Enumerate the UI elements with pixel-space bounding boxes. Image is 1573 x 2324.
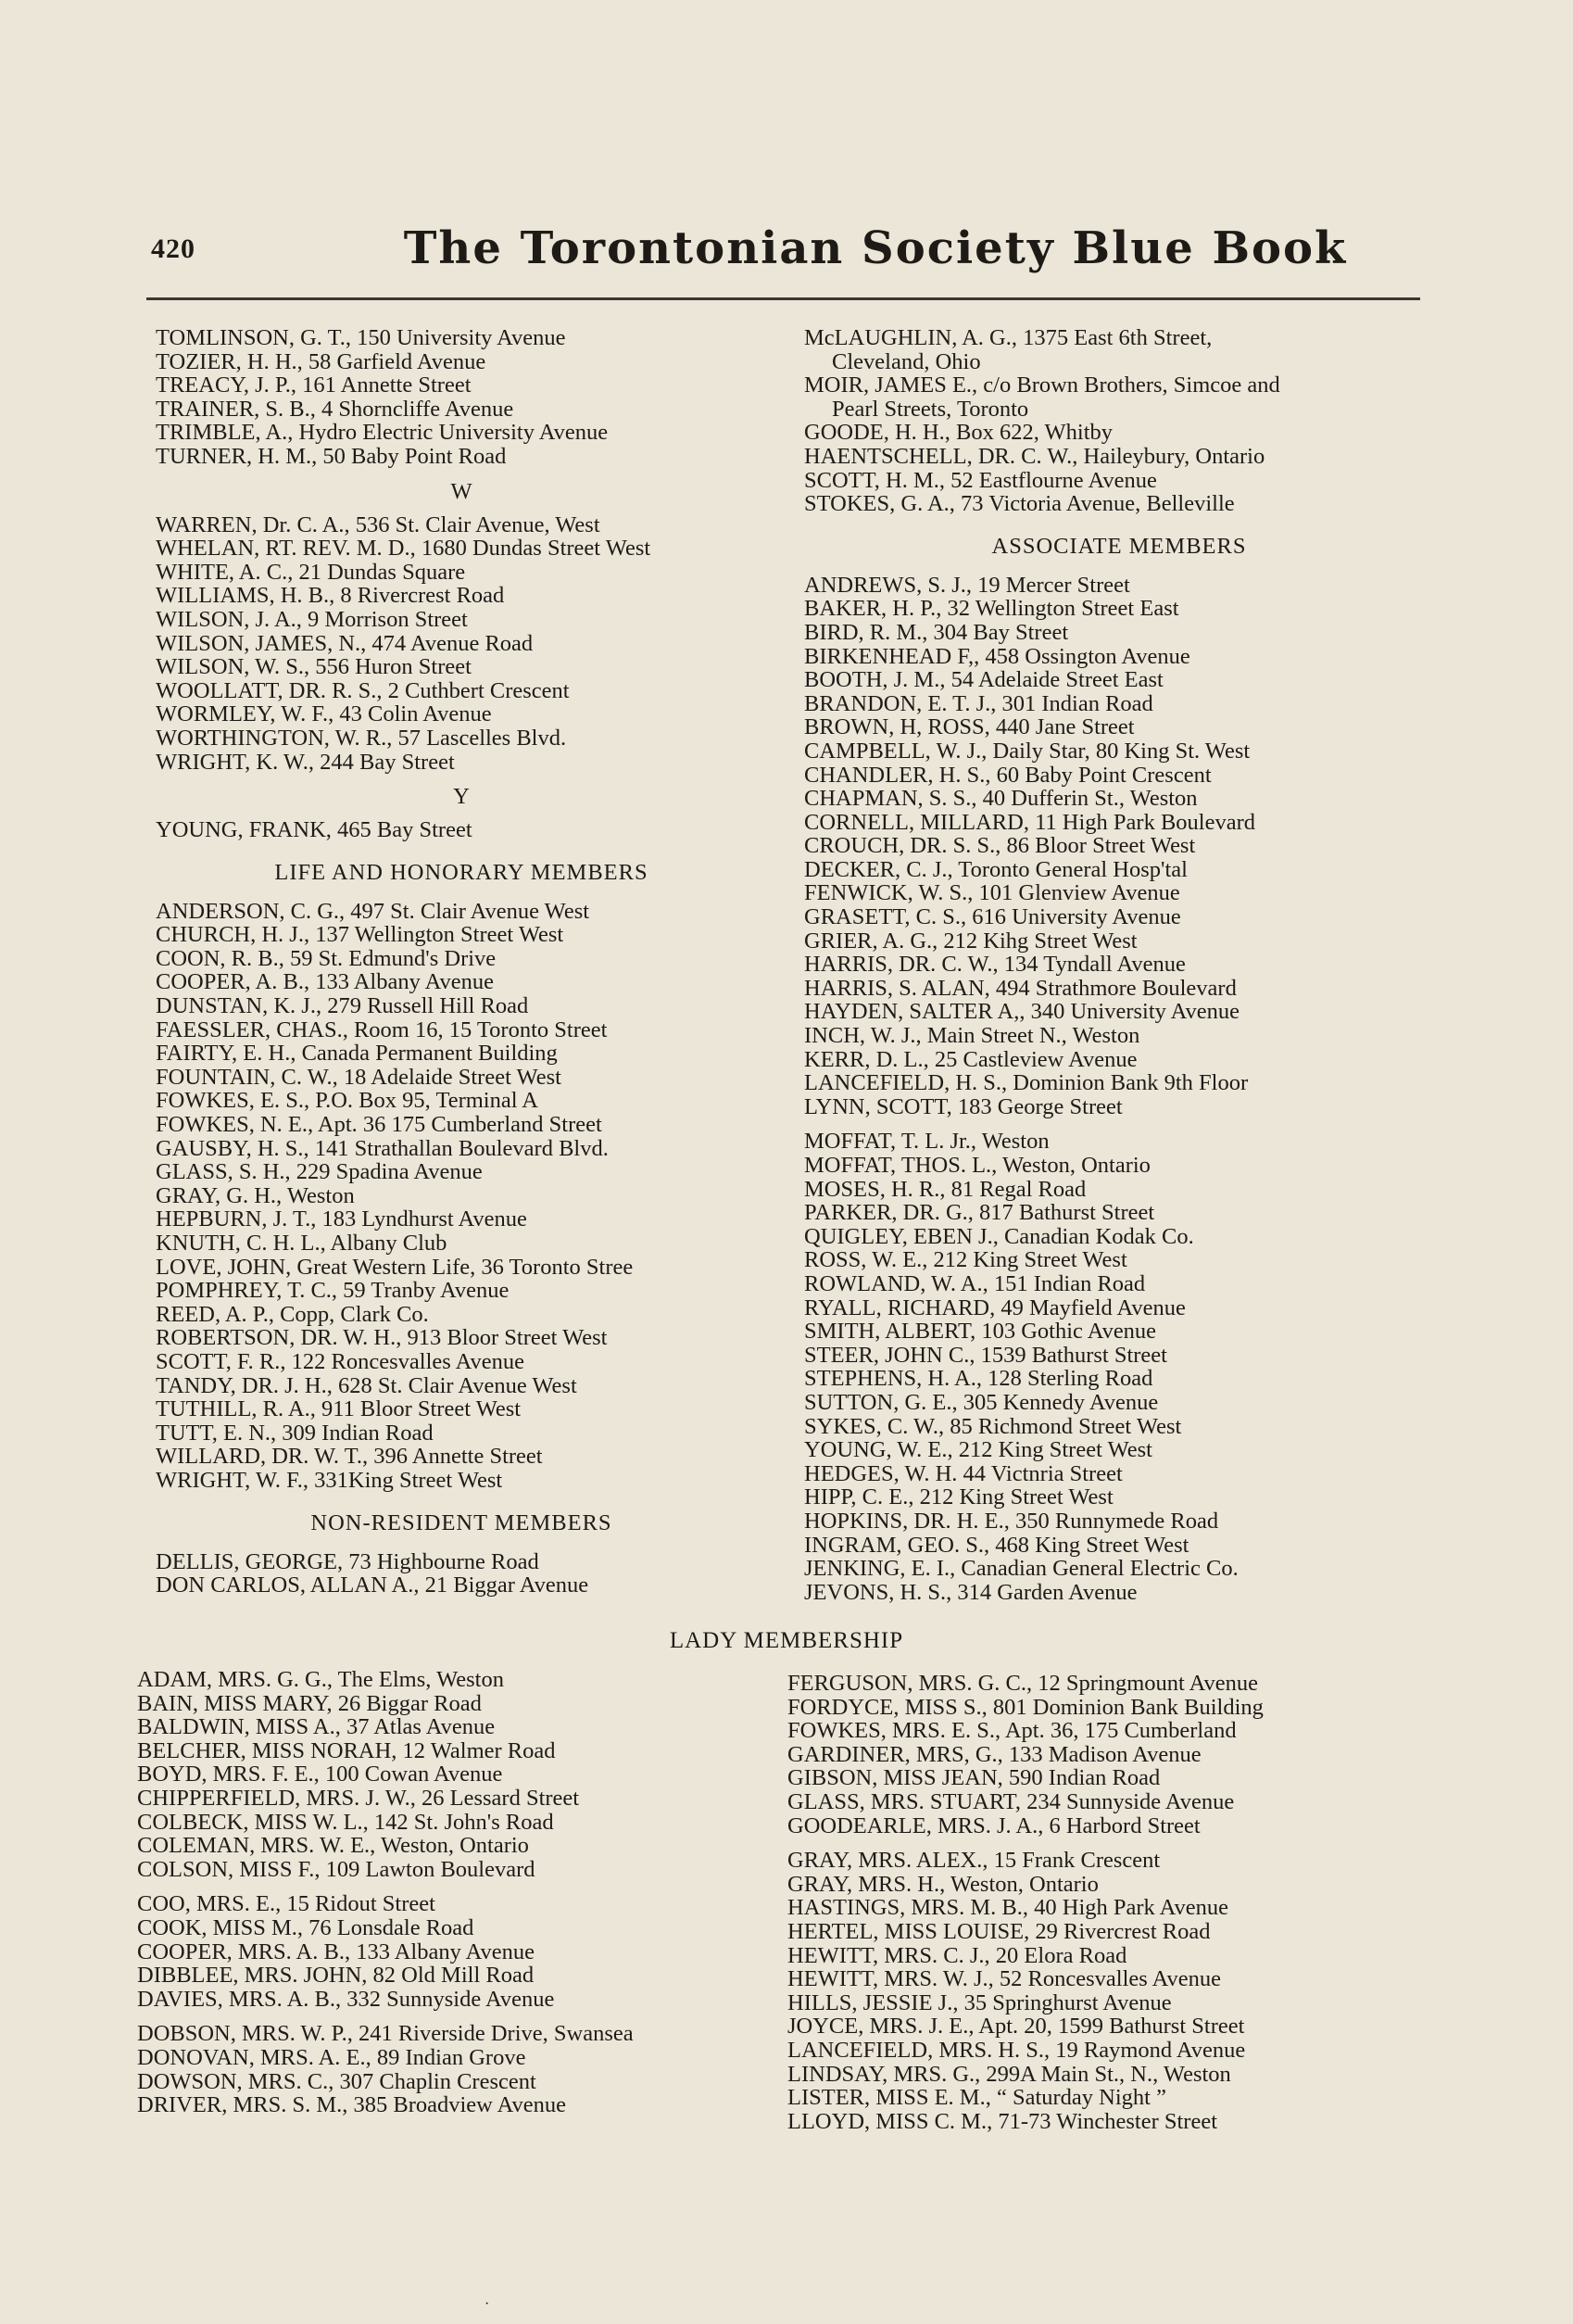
member-entry: GAUSBY, H. S., 141 Strathallan Boulevard Blvd.	[156, 1135, 609, 1161]
member-entry: STEPHENS, H. A., 128 Sterling Road	[804, 1366, 1153, 1392]
member-entry: GLASS, S. H., 229 Spadina Avenue	[156, 1159, 483, 1185]
member-entry: DON CARLOS, ALLAN A., 21 Biggar Avenue	[156, 1572, 589, 1598]
member-entry: SMITH, ALBERT, 103 Gothic Avenue	[804, 1319, 1157, 1345]
member-entry: WILLARD, DR. W. T., 396 Annette Street	[156, 1444, 543, 1470]
member-entry: ROSS, W. E., 212 King Street West	[804, 1247, 1127, 1273]
member-entry: LLOYD, MISS C. M., 71-73 Winchester Street	[787, 2108, 1218, 2134]
member-entry: FOWKES, E. S., P.O. Box 95, Terminal A	[156, 1088, 538, 1114]
letter-heading: Y	[453, 784, 470, 810]
member-entry: ADAM, MRS. G. G., The Elms, Weston	[137, 1667, 504, 1692]
member-entry: TREACY, J. P., 161 Annette Street	[156, 373, 472, 398]
member-entry: FENWICK, W. S., 101 Glenview Avenue	[804, 880, 1180, 906]
member-entry: CROUCH, DR. S. S., 86 Bloor Street West	[804, 833, 1196, 859]
member-entry: KNUTH, C. H. L., Albany Club	[156, 1231, 447, 1256]
member-entry: FERGUSON, MRS. G. C., 12 Springmount Avenue	[787, 1671, 1258, 1696]
member-entry: CAMPBELL, W. J., Daily Star, 80 King St. West	[804, 738, 1251, 764]
member-entry: DAVIES, MRS. A. B., 332 Sunnyside Avenue	[137, 1986, 555, 2012]
member-entry: WHITE, A. C., 21 Dundas Square	[156, 559, 466, 585]
member-entry: COOK, MISS M., 76 Lonsdale Road	[137, 1914, 474, 1940]
member-entry: YOUNG, W. E., 212 King Street West	[804, 1437, 1152, 1463]
member-entry: HASTINGS, MRS. M. B., 40 High Park Avenue	[787, 1895, 1228, 1921]
member-entry: BRANDON, E. T. J., 301 Indian Road	[804, 690, 1153, 716]
left-column	[156, 326, 767, 1598]
member-entry: TANDY, DR. J. H., 628 St. Clair Avenue West	[156, 1372, 577, 1398]
member-entry: HIPP, C. E., 212 King Street West	[804, 1484, 1114, 1510]
member-entry: MOSES, H. R., 81 Regal Road	[804, 1176, 1087, 1202]
member-entry: SUTTON, G. E., 305 Kennedy Avenue	[804, 1389, 1159, 1415]
member-entry: JOYCE, MRS. J. E., Apt. 20, 1599 Bathurst Street	[787, 2014, 1245, 2040]
member-entry: ROBERTSON, DR. W. H., 913 Bloor Street West	[156, 1325, 608, 1351]
member-entry: LANCEFIELD, MRS. H. S., 19 Raymond Avenue	[787, 2037, 1246, 2063]
header-rule	[146, 297, 1420, 300]
member-entry: WOOLLATT, DR. R. S., 2 Cuthbert Crescent	[156, 677, 570, 703]
member-entry: COO, MRS. E., 15 Ridout Street	[137, 1891, 435, 1917]
member-entry: WILLIAMS, H. B., 8 Rivercrest Road	[156, 583, 505, 609]
member-entry: COOPER, MRS. A. B., 133 Albany Avenue	[137, 1939, 535, 1964]
member-entry: ANDERSON, C. G., 497 St. Clair Avenue West	[156, 898, 590, 924]
member-entry: LINDSAY, MRS. G., 299A Main St., N., Weston	[787, 2061, 1231, 2087]
member-entry: WILSON, JAMES, N., 474 Avenue Road	[156, 630, 534, 656]
member-entry: COLSON, MISS F., 109 Lawton Boulevard	[137, 1856, 535, 1882]
member-entry: COLEMAN, MRS. W. E., Weston, Ontario	[137, 1833, 529, 1859]
member-entry: TRAINER, S. B., 4 Shorncliffe Avenue	[156, 396, 514, 422]
member-entry: WRIGHT, K. W., 244 Bay Street	[156, 749, 455, 775]
member-entry: CORNELL, MILLARD, 11 High Park Boulevard	[804, 809, 1255, 835]
member-entry: BAKER, H. P., 32 Wellington Street East	[804, 596, 1179, 622]
member-entry: GOODE, H. H., Box 622, Whitby	[804, 420, 1114, 446]
member-entry: PARKER, DR. G., 817 Bathurst Street	[804, 1200, 1155, 1226]
footer-mark: ·	[484, 2296, 490, 2312]
member-entry: INGRAM, GEO. S., 468 King Street West	[804, 1532, 1189, 1558]
member-entry: WHELAN, RT. REV. M. D., 1680 Dundas Street West	[156, 536, 651, 562]
right-column	[804, 326, 1434, 1604]
member-entry: McLAUGHLIN, A. G., 1375 East 6th Street,	[804, 325, 1213, 350]
member-entry: QUIGLEY, EBEN J., Canadian Kodak Co.	[804, 1223, 1194, 1249]
member-entry: GIBSON, MISS JEAN, 590 Indian Road	[787, 1765, 1161, 1791]
member-entry: LISTER, MISS E. M., “ Saturday Night ”	[787, 2085, 1166, 2111]
lady-left-column	[137, 1668, 767, 2117]
member-entry: FAIRTY, E. H., Canada Permanent Building	[156, 1041, 558, 1067]
member-entry: CHURCH, H. J., 137 Wellington Street West	[156, 922, 564, 948]
lady-right-column	[787, 1672, 1436, 2133]
member-entry: BALDWIN, MISS A., 37 Atlas Avenue	[137, 1714, 496, 1740]
member-entry: GRAY, MRS. ALEX., 15 Frank Crescent	[787, 1848, 1161, 1874]
member-entry: TUTHILL, R. A., 911 Bloor Street West	[156, 1396, 522, 1422]
member-entry: MOFFAT, T. L. Jr., Weston	[804, 1129, 1050, 1155]
member-entry: BROWN, H, ROSS, 440 Jane Street	[804, 714, 1135, 740]
member-entry: HERTEL, MISS LOUISE, 29 Rivercrest Road	[787, 1918, 1211, 1944]
member-entry: HAENTSCHELL, DR. C. W., Haileybury, Ontario	[804, 443, 1265, 469]
member-entry: ROWLAND, W. A., 151 Indian Road	[804, 1270, 1146, 1296]
member-entry: SYKES, C. W., 85 Richmond Street West	[804, 1413, 1182, 1439]
member-entry: HAYDEN, SALTER A,, 340 University Avenue	[804, 999, 1240, 1025]
member-entry: HARRIS, DR. C. W., 134 Tyndall Avenue	[804, 952, 1186, 978]
lady-membership-heading: LADY MEMBERSHIP	[669, 1628, 904, 1653]
member-entry: GRAY, G. H., Weston	[156, 1182, 355, 1208]
member-entry: DIBBLEE, MRS. JOHN, 82 Old Mill Road	[137, 1963, 535, 1989]
member-entry: GRASETT, C. S., 616 University Avenue	[804, 904, 1181, 930]
member-entry: FOWKES, MRS. E. S., Apt. 36, 175 Cumberland	[787, 1718, 1237, 1744]
member-entry: TURNER, H. M., 50 Baby Point Road	[156, 443, 507, 469]
member-entry: YOUNG, FRANK, 465 Bay Street	[156, 817, 472, 843]
member-entry: HARRIS, S. ALAN, 494 Strathmore Boulevard	[804, 975, 1237, 1001]
member-entry: HEWITT, MRS. C. J., 20 Elora Road	[787, 1942, 1127, 1968]
member-entry: HOPKINS, DR. H. E., 350 Runnymede Road	[804, 1508, 1219, 1534]
member-entry: DECKER, C. J., Toronto General Hosp'tal	[804, 856, 1188, 882]
member-entry: GARDINER, MRS, G., 133 Madison Avenue	[787, 1741, 1202, 1767]
member-entry: COLBECK, MISS W. L., 142 St. John's Road	[137, 1809, 554, 1835]
page-number: 420	[151, 234, 195, 264]
member-entry: MOIR, JAMES E., c/o Brown Brothers, Simcoe and	[804, 373, 1280, 398]
member-entry: FORDYCE, MISS S., 801 Dominion Bank Building	[787, 1694, 1264, 1720]
member-entry: LANCEFIELD, H. S., Dominion Bank 9th Floor	[804, 1070, 1249, 1096]
member-entry: SCOTT, F. R., 122 Roncesvalles Avenue	[156, 1348, 524, 1374]
member-entry: BIRD, R. M., 304 Bay Street	[804, 619, 1069, 645]
member-entry: INCH, W. J., Main Street N., Weston	[804, 1023, 1140, 1049]
member-entry: TOZIER, H. H., 58 Garfield Avenue	[156, 348, 486, 374]
section-heading: LIFE AND HONORARY MEMBERS	[274, 859, 648, 885]
member-entry: COOPER, A. B., 133 Albany Avenue	[156, 969, 495, 995]
member-entry: FAESSLER, CHAS., Room 16, 15 Toronto Street	[156, 1017, 608, 1042]
member-entry: TRIMBLE, A., Hydro Electric University Avenue	[156, 420, 609, 446]
member-entry: HEDGES, W. H. 44 Victnria Street	[804, 1460, 1123, 1486]
section-heading: NON-RESIDENT MEMBERS	[310, 1509, 612, 1535]
member-entry: BOYD, MRS. F. E., 100 Cowan Avenue	[137, 1762, 503, 1787]
member-entry: DRIVER, MRS. S. M., 385 Broadview Avenue	[137, 2092, 566, 2118]
member-entry: CHANDLER, H. S., 60 Baby Point Crescent	[804, 762, 1212, 788]
member-entry: FOUNTAIN, C. W., 18 Adelaide Street West	[156, 1064, 561, 1090]
member-entry: DOBSON, MRS. W. P., 241 Riverside Drive, Swansea	[137, 2021, 634, 2047]
member-entry: WARREN, Dr. C. A., 536 St. Clair Avenue, West	[156, 512, 600, 537]
member-entry: HILLS, JESSIE J., 35 Springhurst Avenue	[787, 1989, 1172, 2015]
member-entry: JENKING, E. I., Canadian General Electric Co.	[804, 1556, 1239, 1582]
member-entry: TOMLINSON, G. T., 150 University Avenue	[156, 325, 566, 350]
member-entry: HEWITT, MRS. W. J., 52 Roncesvalles Avenue	[787, 1966, 1221, 1992]
member-entry: STEER, JOHN C., 1539 Bathurst Street	[804, 1342, 1167, 1368]
member-entry: WORMLEY, W. F., 43 Colin Avenue	[156, 701, 492, 727]
member-entry-continuation: Cleveland, Ohio	[832, 348, 981, 374]
member-entry-continuation: Pearl Streets, Toronto	[832, 396, 1029, 422]
member-entry: KERR, D. L., 25 Castleview Avenue	[804, 1046, 1138, 1072]
member-entry: HEPBURN, J. T., 183 Lyndhurst Avenue	[156, 1206, 527, 1232]
member-entry: LOVE, JOHN, Great Western Life, 36 Toronto Stree	[156, 1254, 634, 1280]
member-entry: WILSON, W. S., 556 Huron Street	[156, 654, 472, 680]
member-entry: LYNN, SCOTT, 183 George Street	[804, 1093, 1123, 1119]
section-heading: ASSOCIATE MEMBERS	[991, 533, 1247, 559]
member-entry: TUTT, E. N., 309 Indian Road	[156, 1420, 434, 1446]
member-entry: GOODEARLE, MRS. J. A., 6 Harbord Street	[787, 1812, 1201, 1838]
member-entry: WILSON, J. A., 9 Morrison Street	[156, 606, 468, 632]
member-entry: GRAY, MRS. H., Weston, Ontario	[787, 1871, 1099, 1897]
member-entry: GLASS, MRS. STUART, 234 Sunnyside Avenue	[787, 1788, 1235, 1814]
member-entry: RYALL, RICHARD, 49 Mayfield Avenue	[804, 1295, 1186, 1320]
member-entry: DUNSTAN, K. J., 279 Russell Hill Road	[156, 993, 529, 1019]
member-entry: POMPHREY, T. C., 59 Tranby Avenue	[156, 1278, 510, 1304]
running-title: The Torontonian Society Blue Book	[403, 222, 1348, 274]
member-entry: BELCHER, MISS NORAH, 12 Walmer Road	[137, 1737, 556, 1763]
member-entry: REED, A. P., Copp, Clark Co.	[156, 1301, 429, 1327]
member-entry: FOWKES, N. E., Apt. 36 175 Cumberland Street	[156, 1112, 602, 1138]
member-entry: BAIN, MISS MARY, 26 Biggar Road	[137, 1690, 482, 1716]
member-entry: CHIPPERFIELD, MRS. J. W., 26 Lessard Street	[137, 1785, 580, 1811]
member-entry: GRIER, A. G., 212 Kihg Street West	[804, 928, 1138, 954]
member-entry: DONOVAN, MRS. A. E., 89 Indian Grove	[137, 2044, 526, 2070]
member-entry: WRIGHT, W. F., 331King Street West	[156, 1467, 503, 1493]
member-entry: JEVONS, H. S., 314 Garden Avenue	[804, 1579, 1138, 1605]
member-entry: COON, R. B., 59 St. Edmund's Drive	[156, 945, 497, 971]
member-entry: STOKES, G. A., 73 Victoria Avenue, Belleville	[804, 491, 1235, 517]
member-entry: CHAPMAN, S. S., 40 Dufferin St., Weston	[804, 786, 1198, 812]
member-entry: ANDREWS, S. J., 19 Mercer Street	[804, 572, 1130, 598]
member-entry: BOOTH, J. M., 54 Adelaide Street East	[804, 667, 1164, 693]
member-entry: WORTHINGTON, W. R., 57 Lascelles Blvd.	[156, 725, 567, 751]
letter-heading: W	[450, 478, 472, 504]
member-entry: SCOTT, H. M., 52 Eastflourne Avenue	[804, 467, 1157, 493]
member-entry: MOFFAT, THOS. L., Weston, Ontario	[804, 1153, 1151, 1178]
member-entry: BIRKENHEAD F,, 458 Ossington Avenue	[804, 643, 1190, 669]
member-entry: DELLIS, GEORGE, 73 Highbourne Road	[156, 1548, 539, 1574]
member-entry: DOWSON, MRS. C., 307 Chaplin Crescent	[137, 2068, 536, 2094]
